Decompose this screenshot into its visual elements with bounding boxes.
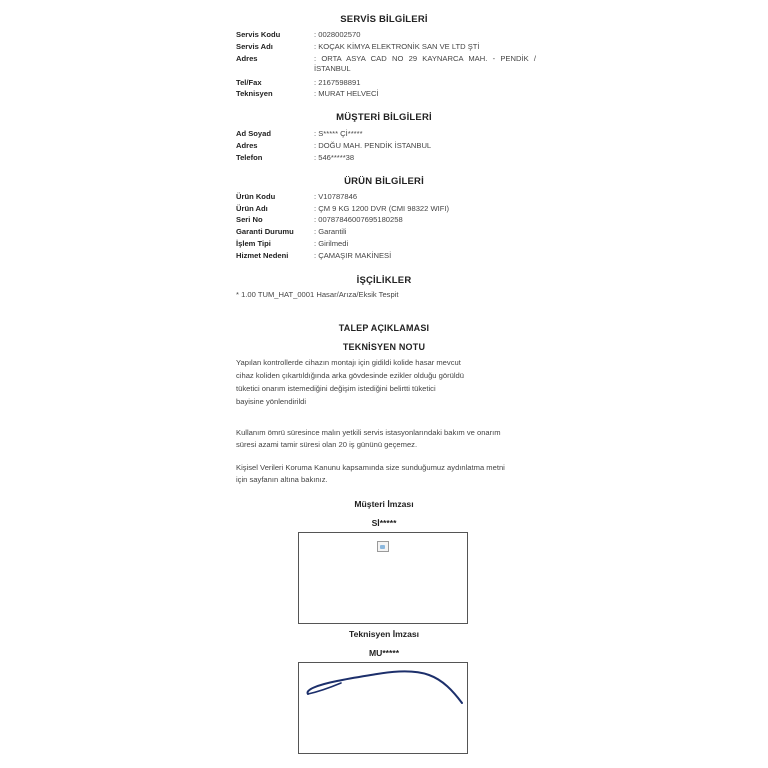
urun-section-title: ÜRÜN BİLGİLERİ — [344, 176, 424, 187]
field-value: : KOÇAK KİMYA ELEKTRONİK SAN VE LTD ŞTİ — [314, 42, 480, 51]
field-label: Servis Kodu — [236, 30, 281, 39]
field-label: Adres — [236, 141, 258, 150]
field-label: Tel/Fax — [236, 78, 262, 87]
field-label: Ad Soyad — [236, 129, 272, 138]
field-value: : S***** Çİ***** — [314, 129, 363, 138]
iscilikler-section-title: İŞÇİLİKLER — [356, 275, 412, 286]
field-label: Ürün Kodu — [236, 192, 276, 201]
teknisyen-signature-svg — [299, 663, 467, 753]
field-label: Hizmet Nedeni — [236, 251, 289, 260]
field-value: : Garantili — [314, 227, 347, 236]
teknisyen-imza-name: MU***** — [368, 648, 400, 658]
field-value: : Girilmedi — [314, 239, 349, 248]
field-label: Servis Adı — [236, 42, 273, 51]
field-value: : ÇAMAŞIR MAKİNESİ — [314, 251, 392, 260]
field-value: : V10787846 — [314, 192, 358, 201]
field-value: : 546*****38 — [314, 153, 355, 162]
kvkk-line: için sayfanın altına bakınız. — [236, 475, 328, 484]
kullanim-omru-line: Kullanım ömrü süresince malın yetkili servis istasyonlarındaki bakım ve onarım — [236, 428, 501, 437]
teknisyen-notu-line: bayisine yönlendirildi — [236, 397, 307, 406]
field-value: : 0028002570 — [314, 30, 361, 39]
field-label: Ürün Adı — [236, 204, 268, 213]
field-label: Seri No — [236, 215, 263, 224]
iscilik-item: * 1.00 TUM_HAT_0001 Hasar/Arıza/Eksik Tespit — [236, 290, 399, 299]
kvkk-line: Kişisel Verileri Koruma Kanunu kapsamında size sunduğumuz aydınlatma metni — [236, 463, 505, 472]
teknisyen-notu-line: tüketici onarım istemediğini değişim istediğini belirtti tüketici — [236, 384, 436, 393]
musteri-imzasi-title: Müşteri İmzası — [354, 499, 414, 509]
servis-section-title: SERVİS BİLGİLERİ — [340, 14, 428, 25]
field-value: : MURAT HELVECİ — [314, 89, 379, 98]
teknisyen-notu-line: Yapılan kontrollerde cihazın montajı için gidildi kolide hasar mevcut — [236, 358, 461, 367]
field-value: : DOĞU MAH. PENDİK İSTANBUL — [314, 141, 432, 150]
field-label: İşlem Tipi — [236, 239, 271, 248]
musteri-signature-box — [298, 532, 468, 624]
teknisyen-imzasi-title: Teknisyen İmzası — [348, 629, 420, 639]
talep-section-title: TALEP AÇIKLAMASI — [338, 323, 430, 333]
teknisyen-notu-line: cihaz koliden çıkartıldığında arka gövdesinde ezikler olduğu görüldü — [236, 371, 464, 380]
musteri-imza-name: Sİ***** — [371, 518, 397, 528]
kullanim-omru-line: süresi azami tamir süresi olan 20 iş gününü geçemez. — [236, 440, 418, 449]
field-label: Teknisyen — [236, 89, 273, 98]
field-label: Telefon — [236, 153, 263, 162]
field-label: Adres — [236, 54, 258, 63]
musteri-section-title: MÜŞTERİ BİLGİLERİ — [336, 112, 432, 123]
field-value: : ORTA ASYA CAD NO 29 KAYNARCA MAH. - PENDİK / İSTANBUL — [314, 54, 536, 73]
broken-image-icon — [377, 541, 389, 552]
field-value: : 2167598891 — [314, 78, 361, 87]
field-label: Garanti Durumu — [236, 227, 294, 236]
teknisyen-signature-box — [298, 662, 468, 754]
teknisyen-notu-title: TEKNİSYEN NOTU — [342, 342, 426, 352]
field-value: : ÇM 9 KG 1200 DVR (CMI 98322 WIFI) — [314, 204, 450, 213]
field-value: : 00787846007695180258 — [314, 215, 403, 224]
